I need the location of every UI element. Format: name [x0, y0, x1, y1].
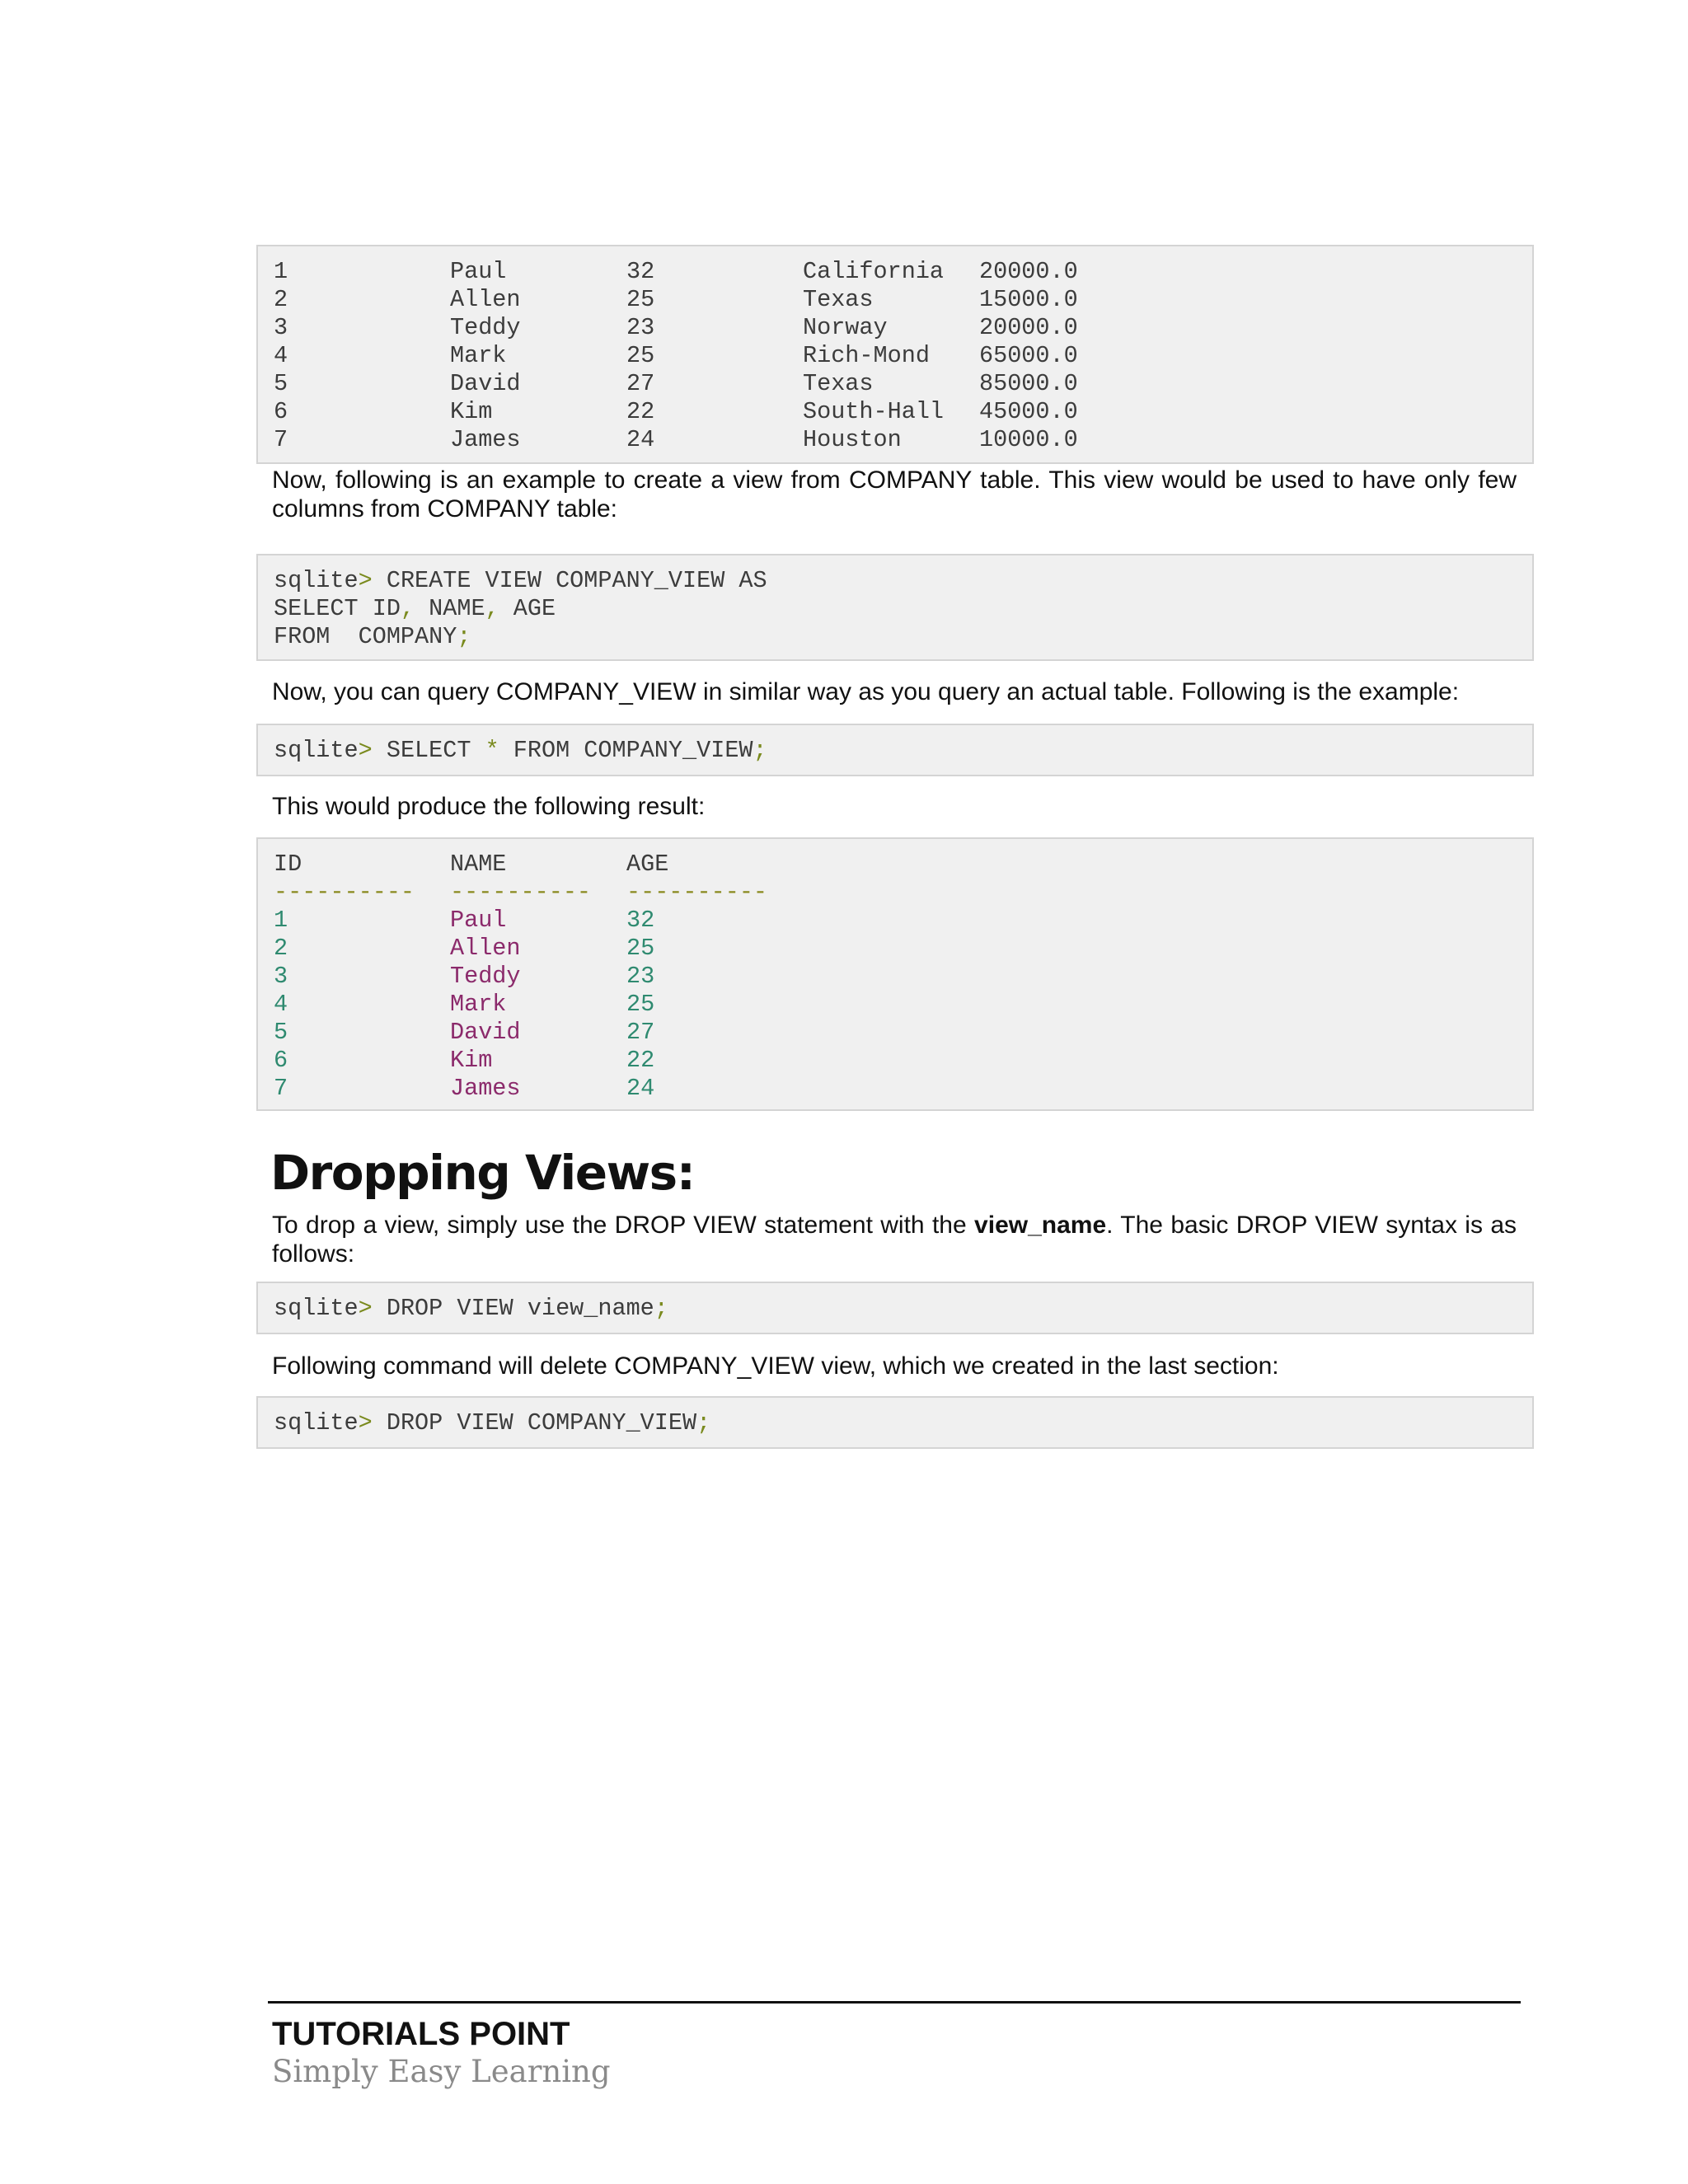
section-heading-dropping-views: Dropping Views:	[270, 1145, 695, 1201]
code-prompt-symbol: >	[358, 1295, 373, 1322]
table-row	[274, 286, 1532, 314]
cell-id: 3	[274, 963, 288, 990]
footer-tagline: Simply Easy Learning	[272, 2054, 611, 2089]
table-row	[274, 314, 1532, 342]
cell-age: 23	[626, 963, 655, 990]
cell-name: Kim	[450, 398, 493, 425]
cell-age: 25	[626, 286, 655, 313]
code-prompt-symbol: >	[358, 1409, 373, 1436]
separator-dashes: ----------	[274, 879, 415, 906]
code-text: SELECT	[372, 737, 485, 764]
code-semicolon: ;	[696, 1409, 711, 1436]
cell-age: 25	[626, 935, 655, 962]
cell-id: 6	[274, 398, 288, 425]
cell-name: Kim	[450, 1047, 493, 1074]
footer-divider	[268, 2001, 1521, 2004]
cell-age: 27	[626, 1019, 655, 1046]
company-table-rows	[274, 258, 1532, 454]
cell-id: 4	[274, 991, 288, 1018]
cell-name: David	[450, 1019, 521, 1046]
code-prompt-symbol: >	[358, 737, 373, 764]
cell-name: Mark	[450, 342, 507, 369]
cell-address: South-Hall	[803, 398, 945, 425]
table-row	[274, 963, 1532, 991]
cell-id: 2	[274, 935, 288, 962]
cell-id: 5	[274, 370, 288, 397]
cell-name: Paul	[450, 258, 507, 285]
cell-id: 1	[274, 258, 288, 285]
cell-age: 24	[626, 426, 655, 453]
cell-age: 22	[626, 1047, 655, 1074]
code-text: FROM COMPANY	[274, 623, 457, 650]
table-row	[274, 935, 1532, 963]
drop-syntax-code-block	[256, 1282, 1534, 1334]
separator-dashes: ----------	[450, 879, 592, 906]
header-id: ID	[274, 851, 302, 878]
code-semicolon: ;	[457, 623, 471, 650]
cell-salary: 10000.0	[979, 426, 1078, 453]
cell-name: James	[450, 426, 521, 453]
code-text: DROP VIEW view_name	[372, 1295, 654, 1322]
table-row	[274, 426, 1532, 454]
cell-address: Rich-Mond	[803, 342, 930, 369]
code-prompt-symbol: >	[358, 567, 373, 594]
code-prompt: sqlite	[274, 1295, 359, 1322]
cell-id: 6	[274, 1047, 288, 1074]
result-table-code-block	[256, 837, 1534, 1111]
paragraph-result: This would produce the following result:	[272, 793, 706, 820]
cell-name: David	[450, 370, 521, 397]
create-view-code-block	[256, 554, 1534, 661]
header-name: NAME	[450, 851, 507, 878]
result-table-separator	[274, 879, 1532, 907]
result-table-header	[274, 851, 1532, 879]
cell-age: 32	[626, 258, 655, 285]
code-star: *	[485, 737, 499, 764]
cell-name: Allen	[450, 935, 521, 962]
table-row	[274, 1019, 1532, 1047]
cell-salary: 45000.0	[979, 398, 1078, 425]
code-line-2	[274, 595, 1532, 623]
cell-age: 24	[626, 1075, 655, 1102]
cell-id: 7	[274, 1075, 288, 1102]
cell-salary: 20000.0	[979, 314, 1078, 341]
result-table-rows	[274, 907, 1532, 1103]
code-text: AGE	[499, 595, 556, 622]
code-prompt: sqlite	[274, 567, 359, 594]
footer-brand: TUTORIALS POINT	[272, 2016, 570, 2052]
cell-address: Texas	[803, 286, 874, 313]
cell-salary: 15000.0	[979, 286, 1078, 313]
cell-age: 22	[626, 398, 655, 425]
code-prompt: sqlite	[274, 737, 359, 764]
code-line-1	[274, 1295, 1532, 1323]
cell-age: 23	[626, 314, 655, 341]
table-row	[274, 1047, 1532, 1075]
cell-name: Teddy	[450, 314, 521, 341]
cell-address: Houston	[803, 426, 902, 453]
table-row	[274, 258, 1532, 286]
paragraph-text: To drop a view, simply use the DROP VIEW statement with the	[272, 1212, 975, 1239]
table-row	[274, 907, 1532, 935]
code-prompt: sqlite	[274, 1409, 359, 1436]
cell-age: 27	[626, 370, 655, 397]
code-line-3	[274, 623, 1532, 651]
cell-name: Allen	[450, 286, 521, 313]
paragraph-drop-command: Following command will delete COMPANY_VIEW view, which we created in the last section:	[272, 1352, 1279, 1380]
paragraph-query-view: Now, you can query COMPANY_VIEW in similar way as you query an actual table. Following is the example:	[272, 678, 1460, 705]
cell-age: 32	[626, 907, 655, 934]
cell-address: Norway	[803, 314, 888, 341]
table-row	[274, 991, 1532, 1019]
cell-id: 1	[274, 907, 288, 934]
paragraph-bold-text: view_name	[974, 1212, 1107, 1239]
table-row	[274, 1075, 1532, 1103]
header-age: AGE	[626, 851, 669, 878]
cell-salary: 85000.0	[979, 370, 1078, 397]
cell-name: Mark	[450, 991, 507, 1018]
cell-address: Texas	[803, 370, 874, 397]
cell-salary: 65000.0	[979, 342, 1078, 369]
cell-id: 5	[274, 1019, 288, 1046]
code-comma: ,	[400, 595, 415, 622]
code-text: FROM COMPANY_VIEW	[499, 737, 753, 764]
company-table-code-block	[256, 245, 1534, 464]
table-row	[274, 342, 1532, 370]
code-comma: ,	[485, 595, 499, 622]
table-row	[274, 398, 1532, 426]
cell-id: 2	[274, 286, 288, 313]
select-code-block	[256, 724, 1534, 776]
cell-address: California	[803, 258, 945, 285]
cell-age: 25	[626, 342, 655, 369]
code-text: DROP VIEW COMPANY_VIEW	[372, 1409, 697, 1436]
separator-dashes: ----------	[626, 879, 768, 906]
drop-command-code-block	[256, 1396, 1534, 1449]
paragraph-drop-view	[272, 1211, 1517, 1268]
cell-salary: 20000.0	[979, 258, 1078, 285]
cell-name: James	[450, 1075, 521, 1102]
cell-name: Paul	[450, 907, 507, 934]
cell-id: 3	[274, 314, 288, 341]
code-semicolon: ;	[753, 737, 767, 764]
code-line-1	[274, 737, 1532, 765]
paragraph-create-view: Now, following is an example to create a view from COMPANY table. This view would be used to have only few columns from COMPANY table:	[272, 466, 1517, 523]
code-line-1	[274, 567, 1532, 595]
paragraph-text: . The basic DROP VIEW syntax is as follows:	[272, 1212, 1517, 1268]
cell-age: 25	[626, 991, 655, 1018]
cell-id: 7	[274, 426, 288, 453]
code-text: NAME	[415, 595, 485, 622]
code-line-1	[274, 1409, 1532, 1437]
code-text: SELECT ID	[274, 595, 401, 622]
code-semicolon: ;	[654, 1295, 668, 1322]
cell-name: Teddy	[450, 963, 521, 990]
cell-id: 4	[274, 342, 288, 369]
code-text: CREATE VIEW COMPANY_VIEW AS	[372, 567, 767, 594]
table-row	[274, 370, 1532, 398]
